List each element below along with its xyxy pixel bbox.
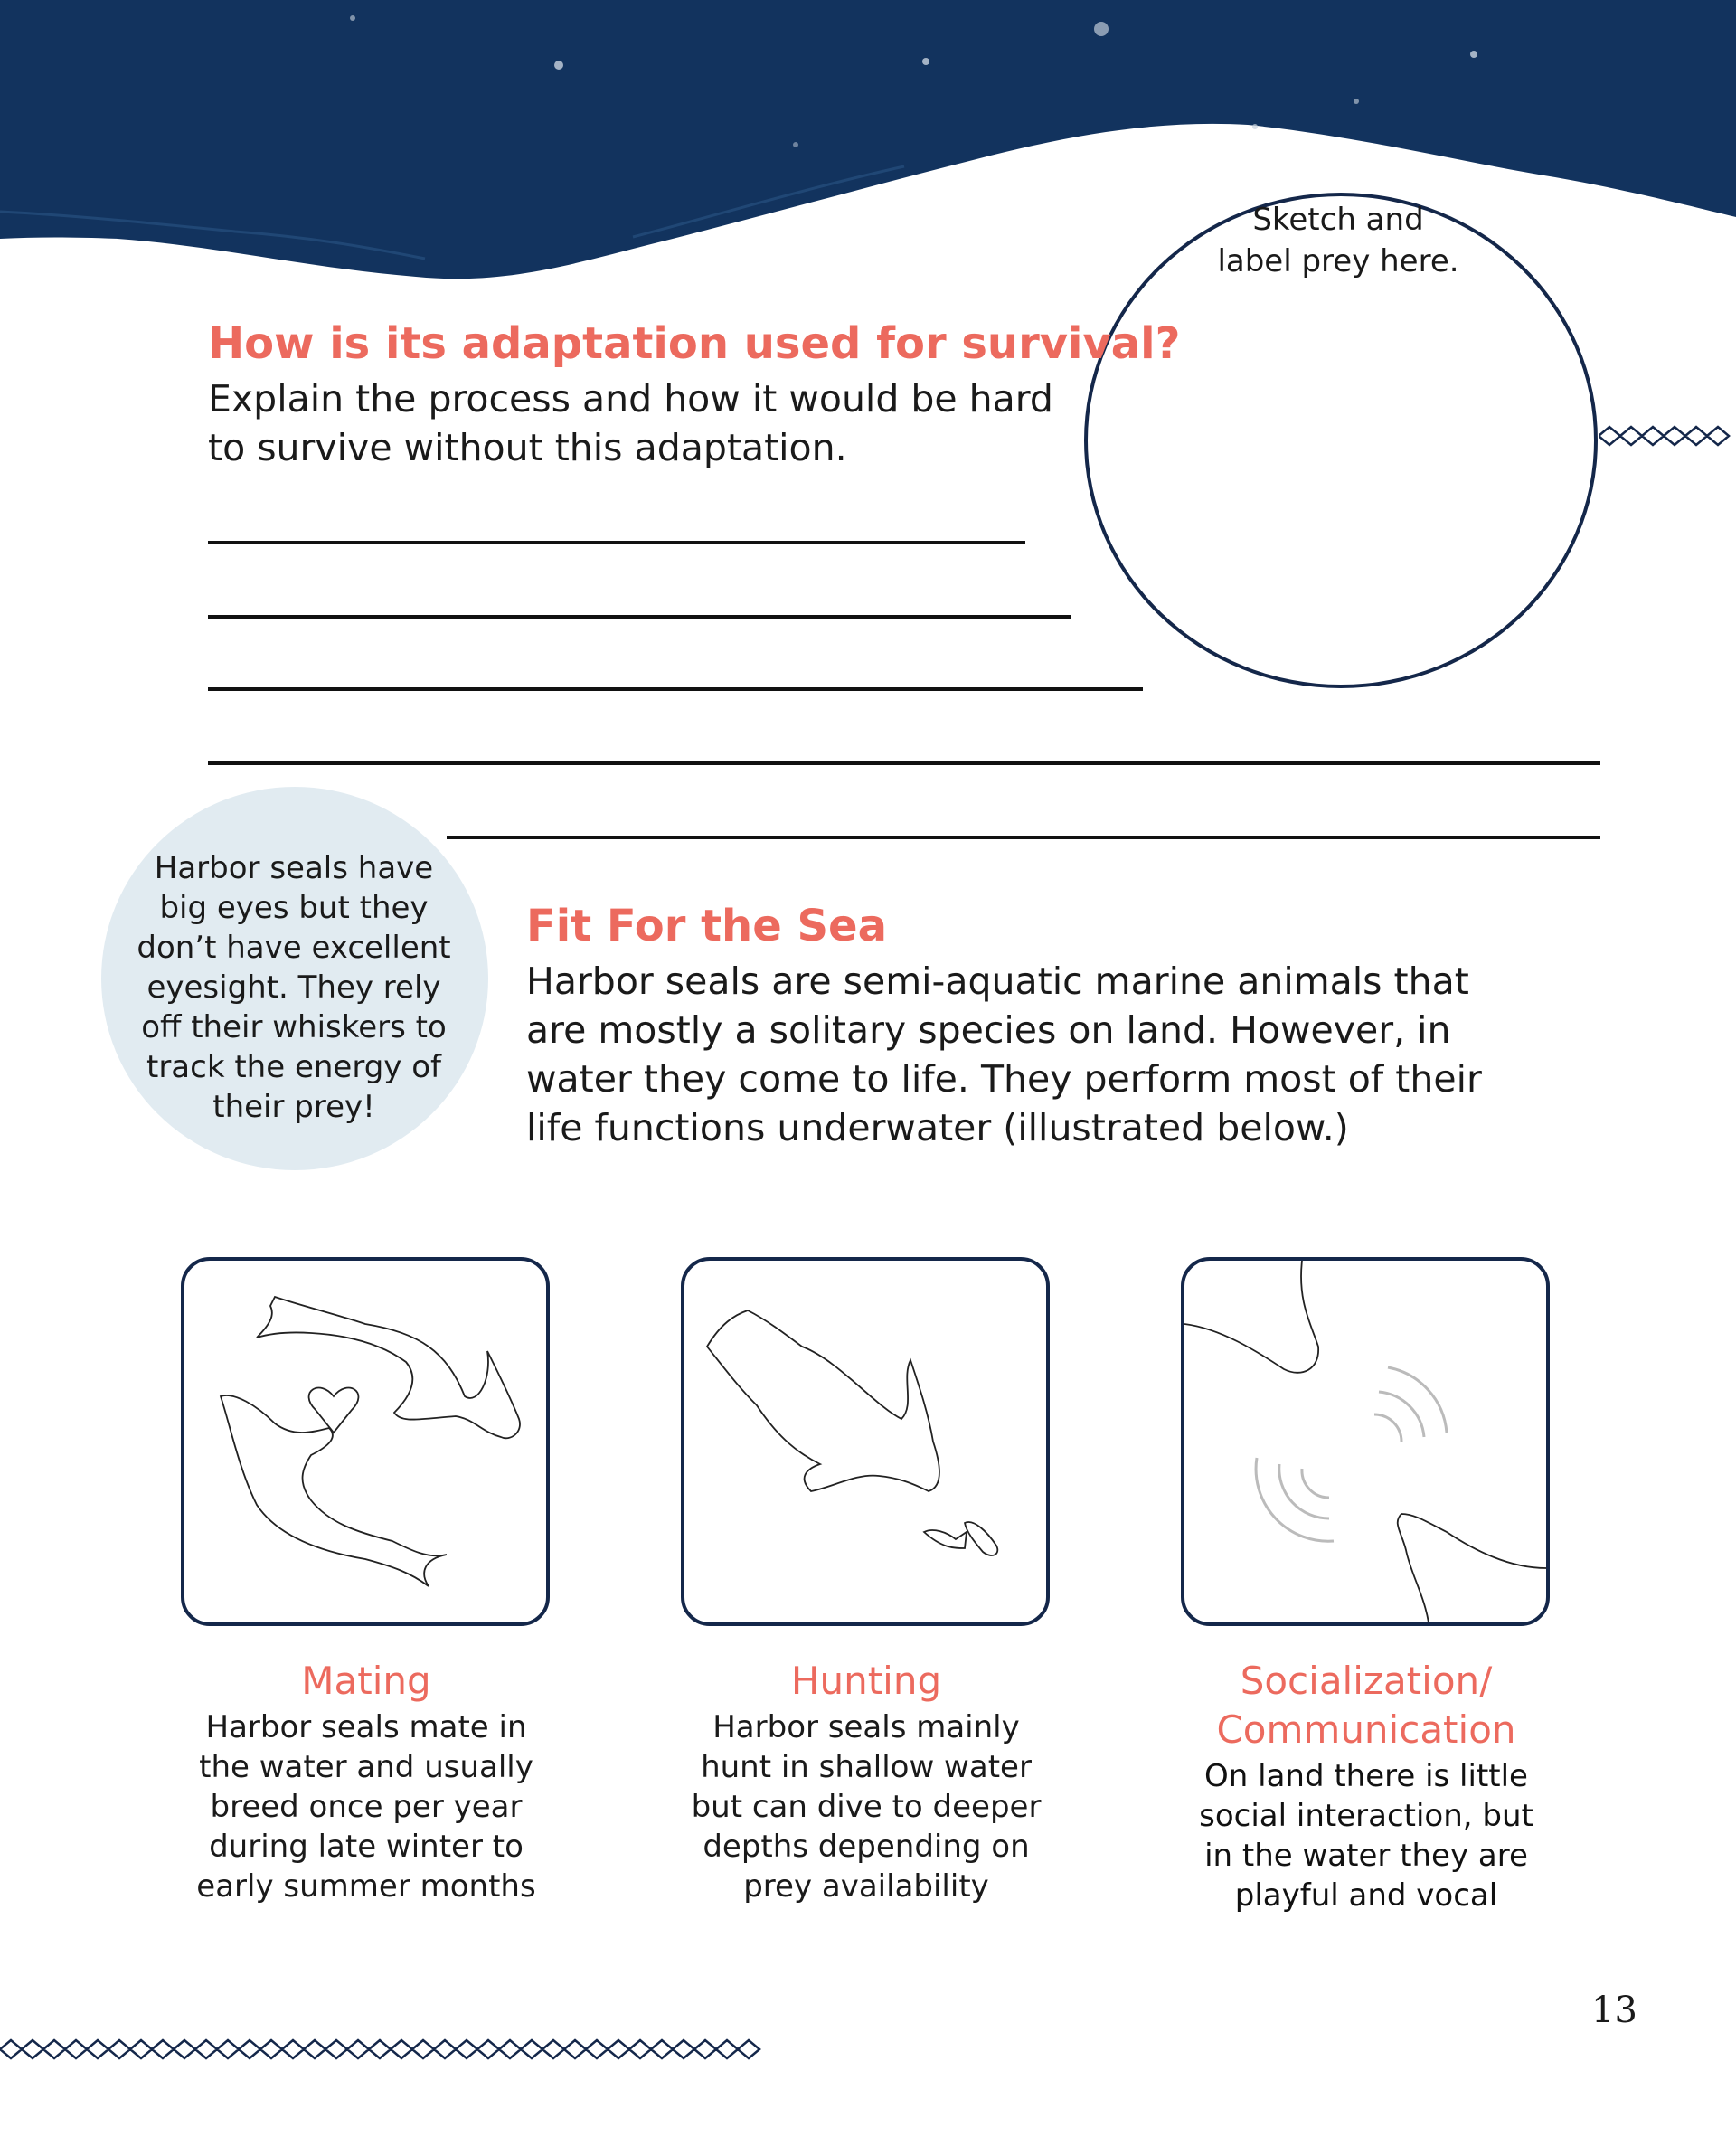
answer-line-5[interactable] — [447, 836, 1600, 839]
mating-panel — [181, 1257, 550, 1626]
survival-heading: How is its adaptation used for survival? — [208, 318, 1181, 369]
zigzag-decoration-bottom — [0, 2038, 770, 2060]
hunting-panel — [681, 1257, 1050, 1626]
answer-line-3[interactable] — [208, 687, 1143, 691]
fit-for-sea-text: Harbor seals are semi-aquatic marine animals that are mostly a solitary species on land. However, in water they come to life. They perform most of their life functions underwater (illustrated below.) — [526, 960, 1482, 1149]
answer-line-2[interactable] — [208, 615, 1071, 619]
communication-text: On land there is little social interaction, but in the water they are playful and vocal — [1199, 1758, 1533, 1914]
communication-panel — [1181, 1257, 1550, 1626]
mating-seals-icon — [184, 1261, 546, 1622]
fit-for-sea-heading: Fit For the Sea — [526, 901, 887, 951]
page-number: 13 — [1591, 1990, 1637, 2031]
hunting-title: Hunting — [790, 1659, 942, 1703]
answer-line-4[interactable] — [208, 761, 1600, 765]
zigzag-decoration-right — [1599, 425, 1736, 447]
answer-line-1[interactable] — [208, 541, 1025, 544]
communication-seals-icon — [1184, 1261, 1546, 1622]
mating-title: Mating — [301, 1659, 431, 1703]
hunting-text: Harbor seals mainly hunt in shallow water but can dive to deeper depths depending on prey availability — [691, 1709, 1042, 1905]
survival-prompt: Explain the process and how it would be hard to survive without this adaptation. — [208, 377, 1053, 469]
communication-title: Socialization/ Communication — [1216, 1659, 1516, 1752]
mating-text: Harbor seals mate in the water and usually breed once per year during late winter to early summer months — [196, 1709, 536, 1905]
sketch-label: Sketch and label prey here. — [1217, 202, 1459, 279]
hunting-seal-icon — [684, 1261, 1046, 1622]
fact-bubble-text: Harbor seals have big eyes but they don’t have excellent eyesight. They rely off their whiskers to track the energy of their prey! — [137, 850, 451, 1125]
